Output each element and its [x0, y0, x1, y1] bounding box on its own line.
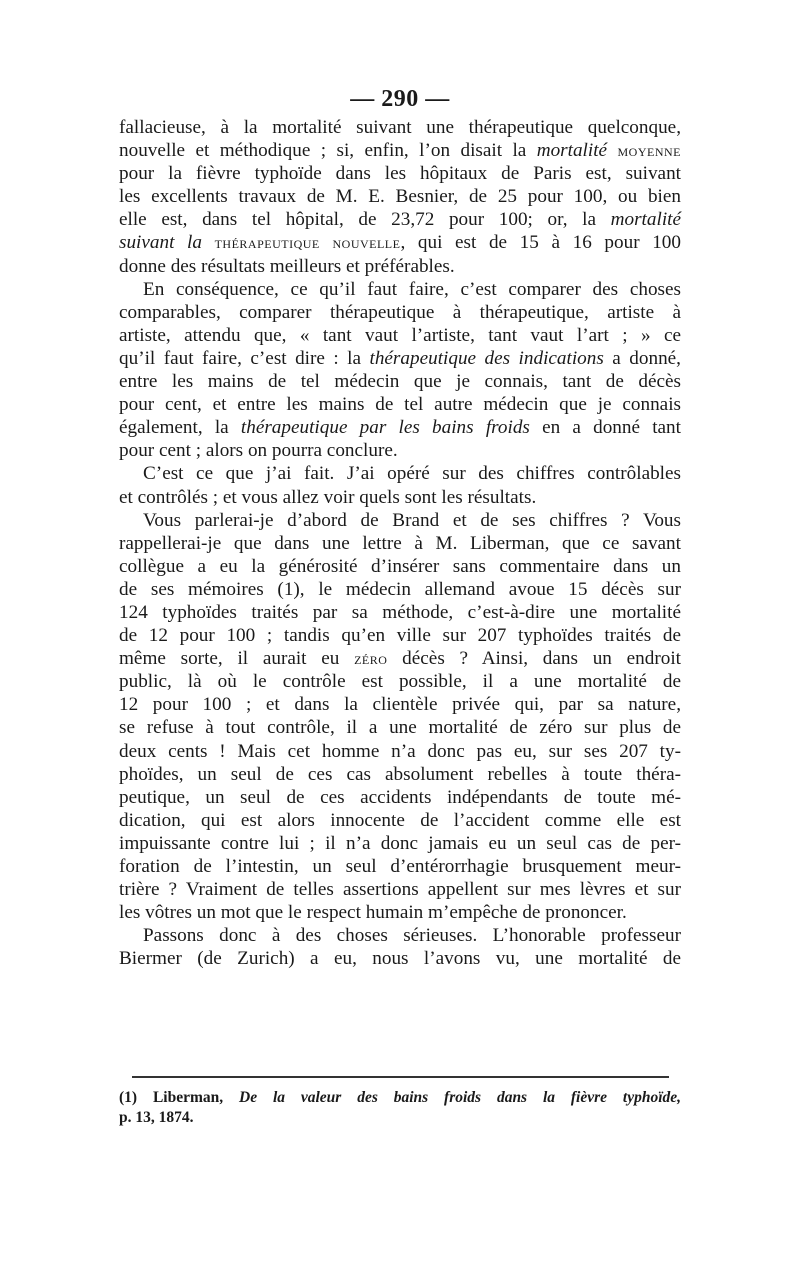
text-run: et contrôlés ; et vous allez voir quels sont les résultats.: [119, 486, 537, 508]
text-line: [119, 855, 681, 878]
text-run: p. 13, 1874.: [119, 1109, 194, 1126]
text-run: impuissante contre lui ; il n’a donc jamais eu un seul cas de per-: [119, 832, 681, 854]
italic-text: De la valeur des bains froids dans la fièvre typhoïde,: [239, 1089, 682, 1106]
text-line: [119, 486, 681, 509]
text-line: [119, 324, 681, 347]
text-line: [119, 416, 681, 439]
text-run: pour cent, et entre les mains de tel autre médecin que je connais: [119, 394, 681, 416]
text-run: elle est, dans tel hôpital, de 23,72 pour 100; or, la: [119, 209, 611, 231]
small-caps-text: moyenne: [617, 140, 681, 161]
italic-text: thérapeutique des indications: [369, 347, 604, 369]
text-run: Vous parlerai-je d’abord de Brand et de ses chiffres ? Vous: [143, 509, 681, 531]
text-line: [119, 370, 681, 393]
text-line: [119, 763, 681, 786]
text-run: En conséquence, ce qu’il faut faire, c’est comparer des choses: [143, 278, 681, 300]
text-run: rappellerai-je que dans une lettre à M. Liberman, que ce savant: [119, 532, 681, 554]
text-line: [119, 693, 681, 716]
text-run: Passons donc à des choses sérieuses. L’honorable professeur: [143, 925, 681, 947]
text-line: [119, 809, 681, 832]
page-number: — 290 —: [350, 86, 450, 112]
text-run: de 12 pour 100 ; tandis qu’en ville sur 207 typhoïdes traités de: [119, 625, 681, 647]
footnote-line: [119, 1108, 681, 1128]
text-run: les vôtres un mot que le respect humain m’empêche de prononcer.: [119, 902, 627, 924]
text-line: [119, 255, 681, 278]
text-line: [119, 347, 681, 370]
text-run: dication, qui est alors innocente de l’accident comme elle est: [119, 809, 681, 831]
text-line: [119, 393, 681, 416]
text-run: même sorte, il aurait eu: [119, 648, 355, 670]
text-run: (1) Liberman,: [119, 1089, 239, 1106]
text-run: qu’il faut faire, c’est dire : la: [119, 347, 370, 369]
text-line: [119, 116, 681, 139]
text-run: a donné,: [603, 347, 681, 369]
text-run: artiste, attendu que, « tant vaut l’artiste, tant vaut l’art ; » ce: [119, 324, 681, 346]
italic-text: suivant la: [119, 232, 202, 254]
text-run: , qui est de 15 à 16 pour 100: [400, 232, 681, 254]
text-line: [119, 901, 681, 924]
text-run: Biermer (de Zurich) a eu, nous l’avons vu, une mortalité de: [119, 948, 681, 970]
text-run: peutique, un seul de ces accidents indépendants de toute mé-: [119, 786, 681, 808]
text-line: [119, 555, 681, 578]
text-line: [119, 301, 681, 324]
text-run: collègue a eu la générosité d’insérer sans commentaire dans un: [119, 555, 681, 577]
text-line: [119, 439, 681, 462]
text-line: [119, 601, 681, 624]
small-caps-text: zéro: [354, 648, 388, 669]
text-line: [119, 578, 681, 601]
text-line: [119, 624, 681, 647]
text-run: 124 typhoïdes traités par sa méthode, c’est-à-dire une mortalité: [119, 601, 681, 623]
text-line: [119, 832, 681, 855]
italic-text: mortalité: [610, 209, 681, 231]
text-run: foration de l’intestin, un seul d’entérorrhagie brusquement meur-: [119, 856, 681, 877]
text-line: [119, 878, 681, 901]
text-run: se refuse à tout contrôle, il a une mortalité de zéro sur plus de: [119, 717, 681, 739]
text-line: [119, 670, 681, 693]
text-run: 12 pour 100 ; et dans la clientèle privée qui, par sa nature,: [119, 694, 681, 716]
text-line: [119, 716, 681, 739]
text-line: [119, 740, 681, 763]
text-run: public, là où le contrôle est possible, il a une mortalité de: [119, 671, 681, 693]
text-line: [119, 532, 681, 555]
text-line: [119, 647, 681, 670]
text-run: décès ? Ainsi, dans un endroit: [387, 648, 681, 670]
text-line: [119, 924, 681, 947]
text-run: C’est ce que j’ai fait. J’ai opéré sur des chiffres contrôlables: [143, 463, 681, 485]
text-run: [607, 140, 617, 161]
text-run: en a donné tant: [529, 417, 681, 439]
text-line: [119, 509, 681, 532]
text-line: [119, 278, 681, 301]
text-run: également, la: [119, 417, 241, 439]
footnote-rule: [132, 1076, 669, 1078]
text-line: [119, 947, 681, 970]
text-line: [119, 139, 681, 162]
text-run: donne des résultats meilleurs et préférables.: [119, 255, 455, 277]
text-run: de ses mémoires (1), le médecin allemand avoue 15 décès sur: [119, 578, 681, 600]
text-run: comparables, comparer thérapeutique à thérapeutique, artiste à: [119, 301, 681, 323]
text-run: entre les mains de tel médecin que je connais, tant de décès: [119, 371, 681, 393]
text-line: [119, 185, 681, 208]
small-caps-text: thérapeutique nouvelle: [214, 232, 401, 253]
body-text: [119, 116, 681, 970]
italic-text: thérapeutique par les bains froids: [240, 417, 530, 439]
text-line: [119, 208, 681, 231]
footnote-line: [119, 1088, 681, 1108]
footnote: [119, 1088, 681, 1128]
text-run: phoïdes, un seul de ces cas absolument rebelles à toute théra-: [119, 763, 681, 785]
text-line: [119, 231, 681, 254]
text-run: deux cents ! Mais cet homme n’a donc pas eu, sur ses 207 ty-: [119, 740, 681, 762]
text-line: [119, 462, 681, 485]
text-run: les excellents travaux de M. E. Besnier, de 25 pour 100, ou bien: [119, 186, 681, 208]
text-run: pour cent ; alors on pourra conclure.: [119, 440, 398, 462]
text-run: [202, 232, 215, 253]
text-line: [119, 162, 681, 185]
text-run: pour la fièvre typhoïde dans les hôpitaux de Paris est, suivant: [119, 163, 681, 185]
text-run: fallacieuse, à la mortalité suivant une thérapeutique quelconque,: [119, 117, 681, 138]
text-line: [119, 786, 681, 809]
text-run: trière ? Vraiment de telles assertions appellent sur mes lèvres et sur: [119, 879, 681, 901]
italic-text: mortalité: [536, 140, 608, 162]
text-run: nouvelle et méthodique ; si, enfin, l’on disait la: [119, 140, 537, 162]
